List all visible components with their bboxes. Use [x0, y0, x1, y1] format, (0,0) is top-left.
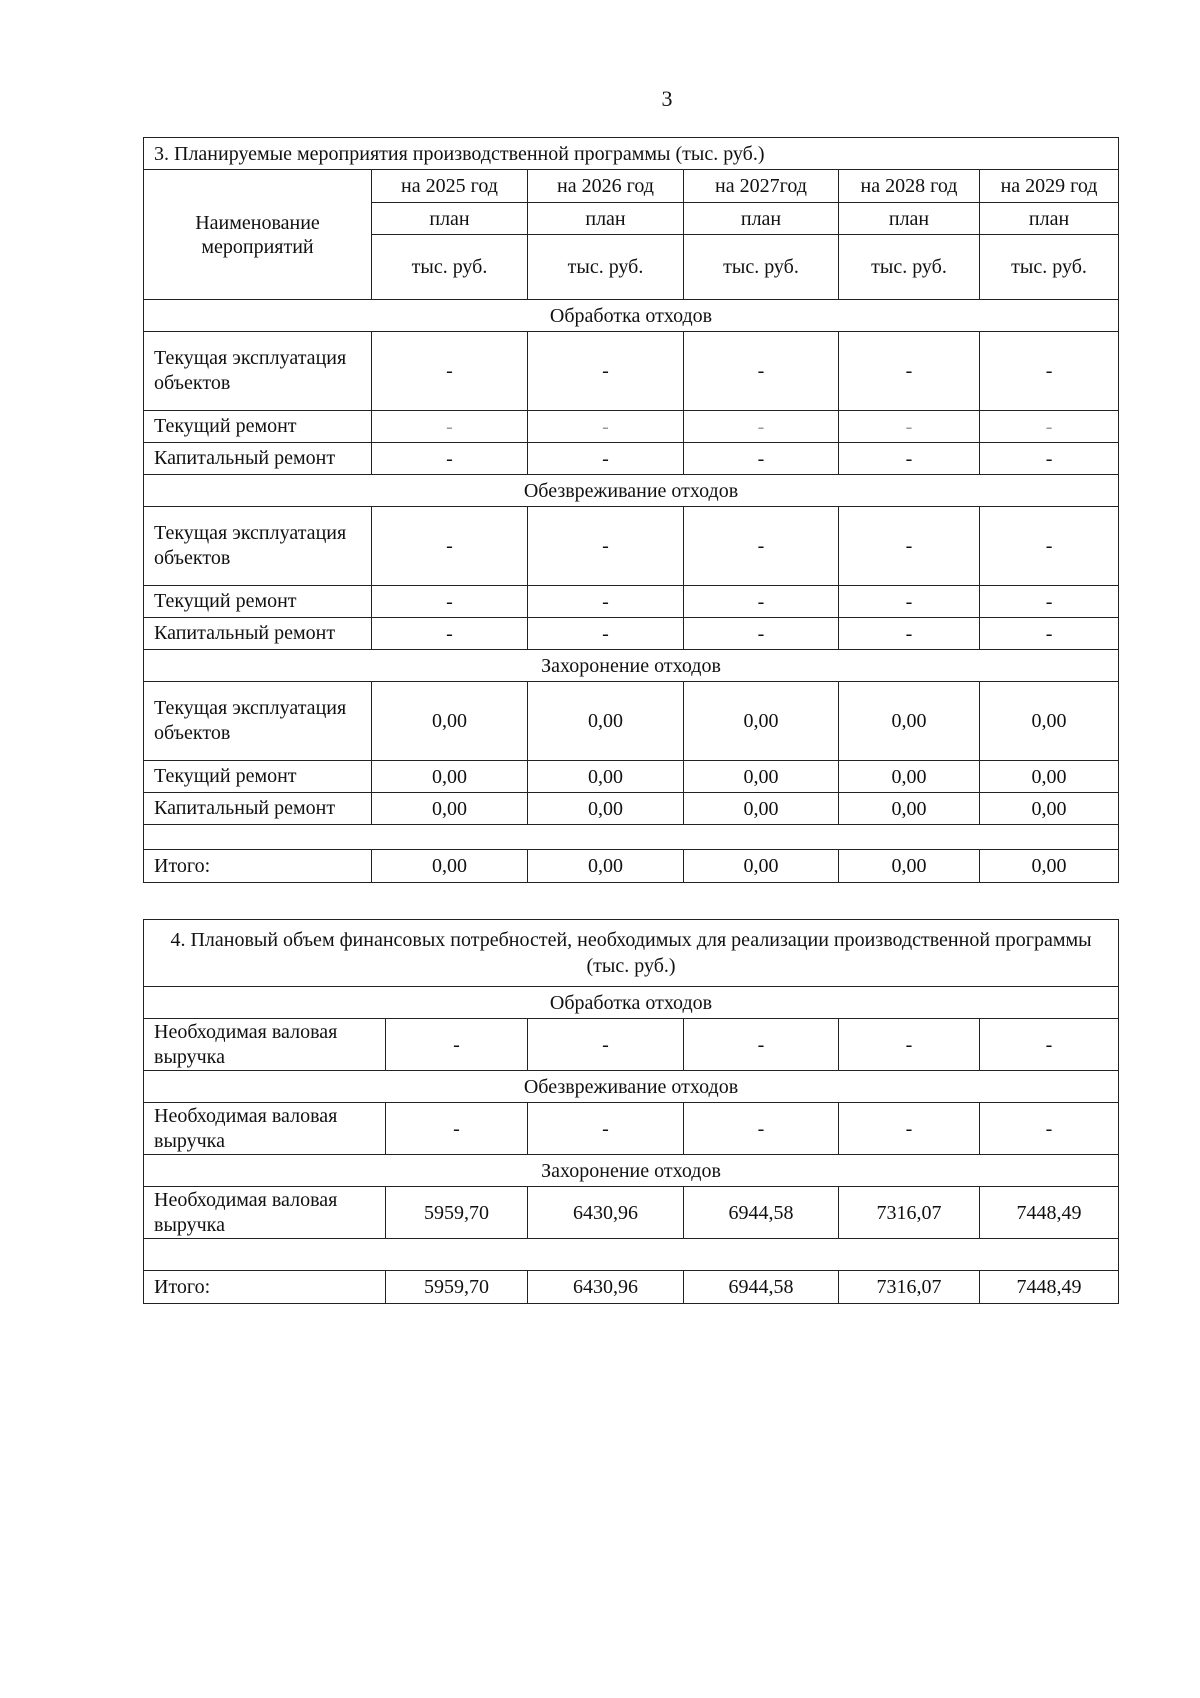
value-cell: 5959,70	[386, 1187, 528, 1239]
value-cell: 0,00	[684, 761, 839, 793]
value-cell: 0,00	[980, 761, 1119, 793]
value-cell: -	[684, 411, 839, 443]
value-cell: -	[839, 443, 980, 475]
value-cell: 0,00	[980, 793, 1119, 825]
value-cell: -	[684, 1019, 839, 1071]
column-header-plan: план	[372, 203, 528, 235]
value-cell: -	[684, 332, 839, 411]
value-cell: 0,00	[839, 793, 980, 825]
value-cell: -	[684, 507, 839, 586]
value-cell: -	[839, 332, 980, 411]
value-cell: -	[839, 618, 980, 650]
section-header: Захоронение отходов	[144, 650, 1119, 682]
value-cell: -	[980, 443, 1119, 475]
row-label: Текущий ремонт	[144, 411, 372, 443]
value-cell: 7316,07	[839, 1187, 980, 1239]
value-cell: -	[528, 443, 684, 475]
value-cell: -	[839, 1019, 980, 1071]
financial-needs-table	[143, 919, 1119, 1304]
value-cell: -	[980, 332, 1119, 411]
row-label: Текущий ремонт	[144, 761, 372, 793]
section-header: Обезвреживание отходов	[144, 1071, 1119, 1103]
value-cell: 0,00	[684, 682, 839, 761]
column-header-unit: тыс. руб.	[684, 235, 839, 300]
value-cell: 0,00	[839, 761, 980, 793]
value-cell: 0,00	[684, 793, 839, 825]
value-cell: 6944,58	[684, 1187, 839, 1239]
page-number: 3	[661, 86, 673, 111]
row-label: Текущая эксплуатация объектов	[144, 332, 372, 411]
section-header: Захоронение отходов	[144, 1155, 1119, 1187]
column-header-year: на 2025 год	[372, 170, 528, 203]
column-header-year: на 2026 год	[528, 170, 684, 203]
value-cell: -	[980, 586, 1119, 618]
value-cell: -	[980, 1019, 1119, 1071]
total-cell: 7448,49	[980, 1271, 1119, 1304]
value-cell: -	[980, 507, 1119, 586]
value-cell: -	[372, 507, 528, 586]
row-label: Капитальный ремонт	[144, 793, 372, 825]
total-cell: 0,00	[528, 850, 684, 883]
total-label: Итого:	[144, 1271, 386, 1304]
column-header-year: на 2027год	[684, 170, 839, 203]
value-cell: -	[684, 618, 839, 650]
value-cell: -	[528, 586, 684, 618]
column-header-unit: тыс. руб.	[372, 235, 528, 300]
value-cell: 0,00	[528, 682, 684, 761]
row-label: Текущий ремонт	[144, 586, 372, 618]
section-header: Обработка отходов	[144, 987, 1119, 1019]
total-cell: 0,00	[839, 850, 980, 883]
value-cell: -	[684, 586, 839, 618]
row-label: Необходимая валовая выручка	[144, 1103, 386, 1155]
value-cell: -	[684, 443, 839, 475]
row-label: Необходимая валовая выручка	[144, 1187, 386, 1239]
column-header-year: на 2029 год	[980, 170, 1119, 203]
column-header-unit: тыс. руб.	[528, 235, 684, 300]
value-cell: -	[980, 411, 1119, 443]
value-cell: -	[372, 332, 528, 411]
value-cell: -	[528, 618, 684, 650]
value-cell: -	[528, 1103, 684, 1155]
row-label: Необходимая валовая выручка	[144, 1019, 386, 1071]
table-title: 4. Плановый объем финансовых потребностей, необходимых для реализации производственной программы (тыс. руб.)	[144, 920, 1119, 987]
value-cell: -	[372, 586, 528, 618]
column-header-name: Наименование мероприятий	[144, 170, 372, 300]
value-cell: -	[386, 1019, 528, 1071]
value-cell: 0,00	[528, 761, 684, 793]
row-label: Текущая эксплуатация объектов	[144, 682, 372, 761]
value-cell: 7448,49	[980, 1187, 1119, 1239]
total-cell: 6944,58	[684, 1271, 839, 1304]
column-header-unit: тыс. руб.	[839, 235, 980, 300]
row-label: Капитальный ремонт	[144, 443, 372, 475]
value-cell: -	[372, 443, 528, 475]
value-cell: -	[528, 332, 684, 411]
column-header-plan: план	[528, 203, 684, 235]
value-cell: 0,00	[372, 682, 528, 761]
column-header-plan: план	[980, 203, 1119, 235]
blank-row	[144, 1239, 1119, 1271]
table-title: 3. Планируемые мероприятия производственной программы (тыс. руб.)	[144, 138, 1119, 170]
value-cell: -	[372, 618, 528, 650]
total-cell: 6430,96	[528, 1271, 684, 1304]
value-cell: -	[839, 586, 980, 618]
total-label: Итого:	[144, 850, 372, 883]
total-cell: 7316,07	[839, 1271, 980, 1304]
value-cell: -	[528, 1019, 684, 1071]
column-header-plan: план	[839, 203, 980, 235]
value-cell: -	[372, 411, 528, 443]
value-cell: -	[684, 1103, 839, 1155]
value-cell: -	[528, 507, 684, 586]
row-label: Текущая эксплуатация объектов	[144, 507, 372, 586]
value-cell: 0,00	[528, 793, 684, 825]
value-cell: 0,00	[372, 793, 528, 825]
column-header-unit: тыс. руб.	[980, 235, 1119, 300]
value-cell: -	[839, 411, 980, 443]
total-cell: 0,00	[684, 850, 839, 883]
value-cell: 0,00	[839, 682, 980, 761]
section-header: Обезвреживание отходов	[144, 475, 1119, 507]
total-cell: 0,00	[980, 850, 1119, 883]
value-cell: -	[839, 507, 980, 586]
total-cell: 5959,70	[386, 1271, 528, 1304]
row-label: Капитальный ремонт	[144, 618, 372, 650]
value-cell: 6430,96	[528, 1187, 684, 1239]
blank-row	[144, 825, 1119, 850]
column-header-plan: план	[684, 203, 839, 235]
value-cell: 0,00	[372, 761, 528, 793]
value-cell: -	[839, 1103, 980, 1155]
value-cell: 0,00	[980, 682, 1119, 761]
section-header: Обработка отходов	[144, 300, 1119, 332]
value-cell: -	[980, 618, 1119, 650]
value-cell: -	[528, 411, 684, 443]
value-cell: -	[386, 1103, 528, 1155]
total-cell: 0,00	[372, 850, 528, 883]
planned-activities-table	[143, 137, 1119, 883]
column-header-year: на 2028 год	[839, 170, 980, 203]
value-cell: -	[980, 1103, 1119, 1155]
